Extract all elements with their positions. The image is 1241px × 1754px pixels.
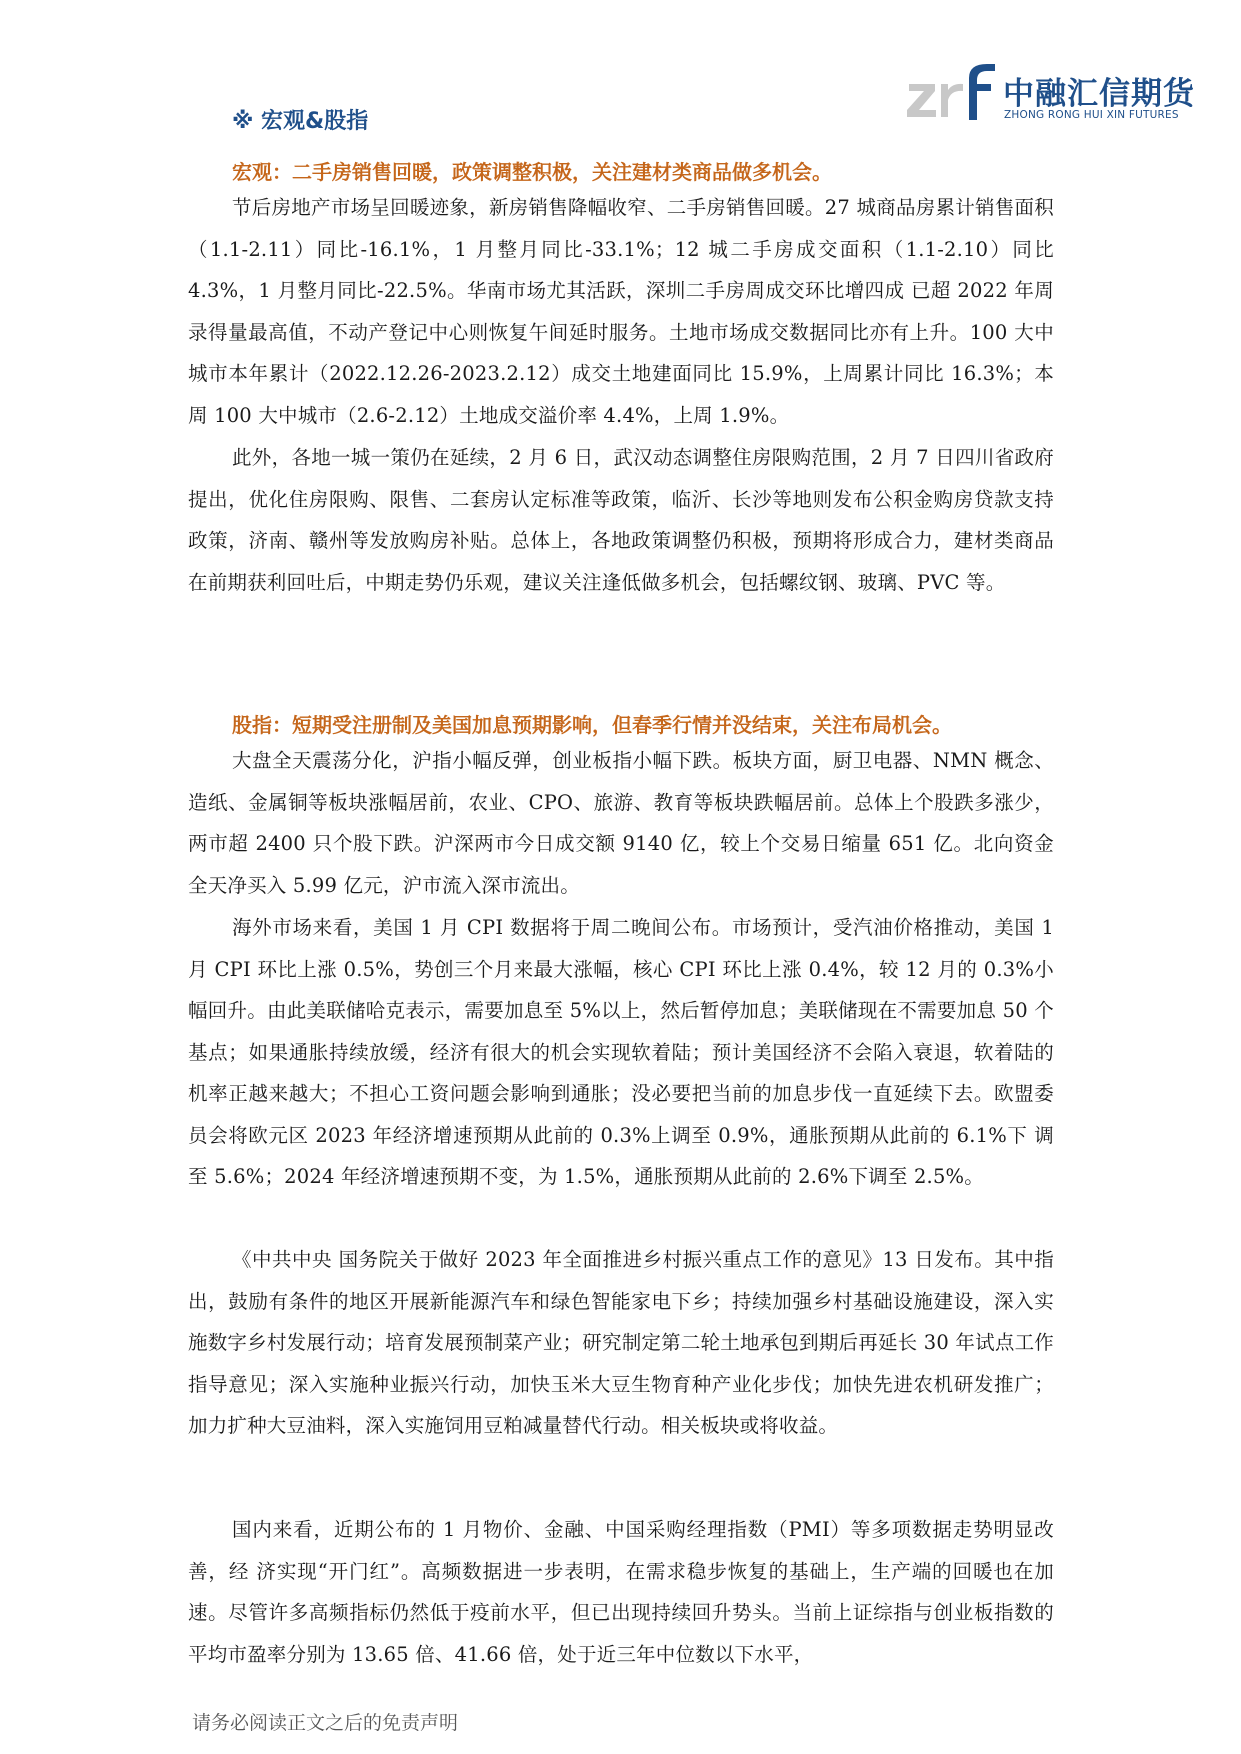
- footer-disclaimer: 请务必阅读正文之后的免责声明: [192, 1712, 459, 1734]
- macro-paragraph-2: 此外，各地一城一策仍在延续，2 月 6 日，武汉动态调整住房限购范围，2 月 7 日四川省政府提出，优化住房限购、限售、二套房认定标准等政策，临沂、长沙等地则发布公积金购房贷款支持政策，济南、赣州等发放购房补贴。总体上，各地政策调整仍积极，预期将形成合力，建材类商品在前期获利回吐后，中期走势仍乐观，建议关注逢低做多机会，包括螺纹钢、玻璃、PVC 等。: [188, 446, 1054, 594]
- index-paragraph-2: 海外市场来看，美国 1 月 CPI 数据将于周二晚间公布。市场预计，受汽油价格推动，美国 1 月 CPI 环比上涨 0.5%，势创三个月来最大涨幅，核心 CPI 环比上涨 0.4%，较 12 月的 0.3%小幅回升。由此美联储哈克表示，需要加息至 5%以上，然后暂停加息；美联储现在不需要加息 50 个基点；如果通胀持续放缓，经济有很大的机会实现软着陆；预计美国经济不会陷入衰退，软着陆的机率正越来越大；不担心工资问题会影响到通胀；没必要把当前的加息步伐一直延续下去。欧盟委员会将欧元区 2023 年经济增速预期从此前的 0.3%上调至 0.9%，通胀预期从此前的 6.1%下 调至 5.6%；2024 年经济增速预期不变，为 1.5%，通胀预期从此前的 2.6%下调至 2.5%。: [188, 916, 1054, 1188]
- company-logo: [905, 60, 1205, 130]
- index-paragraph-1: 大盘全天震荡分化，沪指小幅反弹，创业板指小幅下跌。板块方面，厨卫电器、NMN 概念、造纸、金属铜等板块涨幅居前，农业、CPO、旅游、教育等板块跌幅居前。总体上个股跌多涨少，两市超 2400 只个股下跌。沪深两市今日成交额 9140 亿，较上个交易日缩量 651 亿。北向资金全天净买入 5.99 亿元，沪市流入深市流出。: [188, 749, 1054, 897]
- section-title: ※ 宏观&股指: [232, 109, 369, 134]
- zrf-logo-mark: [905, 60, 1001, 126]
- index-paragraph-3: 《中共中央 国务院关于做好 2023 年全面推进乡村振兴重点工作的意见》13 日发布。其中指出，鼓励有条件的地区开展新能源汽车和绿色智能家电下乡；持续加强乡村基础设施建设，深入实施数字乡村发展行动；培育发展预制菜产业；研究制定第二轮土地承包到期后再延长 30 年试点工作指导意见；深入实施种业振兴行动，加快玉米大豆生物育种产业化步伐；加快先进农机研发推广；加力扩种大豆油料，深入实施饲用豆粕减量替代行动。相关板块或将收益。: [188, 1248, 1054, 1437]
- macro-paragraph-1: 节后房地产市场呈回暖迹象，新房销售降幅收窄、二手房销售回暖。27 城商品房累计销售面积（1.1-2.11）同比-16.1%，1 月整月同比-33.1%；12 城二手房成交面积（1.1-2.10）同比 4.3%，1 月整月同比-22.5%。华南市场尤其活跃，深圳二手房周成交环比增四成 已超 2022 年周录得量最高值，不动产登记中心则恢复午间延时服务。土地市场成交数据同比亦有上升。100 大中城市本年累计（2022.12.26-2023.2.12）成交土地建面同比 15.9%，上周累计同比 16.3%；本周 100 大中城市（2.6-2.12）土地成交溢价率 4.4%，上周 1.9%。: [188, 196, 1054, 427]
- logo-chinese-name: 中融汇信期货: [1003, 76, 1195, 112]
- index-heading: 股指：短期受注册制及美国加息预期影响，但春季行情并没结束，关注布局机会。: [232, 713, 952, 737]
- macro-heading: 宏观：二手房销售回暖，政策调整积极，关注建材类商品做多机会。: [232, 160, 832, 184]
- logo-english-name: ZHONG RONG HUI XIN FUTURES: [1004, 109, 1179, 121]
- index-paragraph-4: 国内来看，近期公布的 1 月物价、金融、中国采购经理指数（PMI）等多项数据走势明显改善，经 济实现“开门红”。高频数据进一步表明，在需求稳步恢复的基础上，生产端的回暖也在加速。尽管许多高频指标仍然低于疫前水平，但已出现持续回升势头。当前上证综指与创业板指数的平均市盈率分别为 13.65 倍、41.66 倍，处于近三年中位数以下水平，: [188, 1518, 1054, 1666]
